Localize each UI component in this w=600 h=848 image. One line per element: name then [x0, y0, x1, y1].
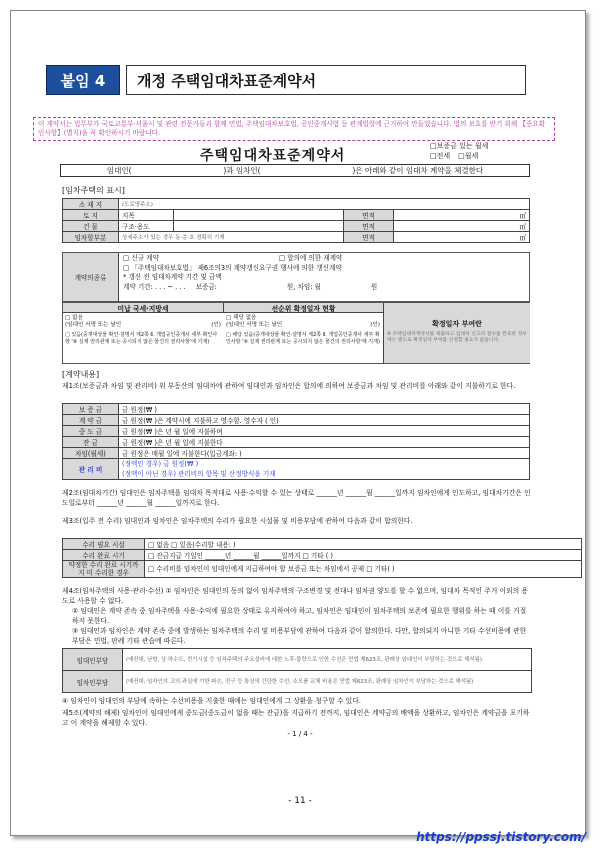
- article-4-1: 제4조(임차주택의 사용·관리·수선) ① 임차인은 임대인의 동의 없이 임차주택의 구조변경 및 전대나 임차권 양도를 할 수 없으며, 임대차 목적인 주거 이외의 용도로 사용할 수 없다.: [62, 587, 528, 605]
- payment-table: [62, 403, 530, 480]
- option-renewal-right: □ 「주택임대차보호법」 제6조의3의 계약갱신요구권 행사에 의한 갱신계약: [123, 263, 342, 272]
- section-property-title: [임차주택의 표시]: [62, 186, 125, 195]
- table-row: [63, 459, 530, 480]
- intro-statement: )은 아래와 같이 임대차 계약을 체결한다: [352, 166, 484, 175]
- article-4-2: ② 임대인은 계약 존속 중 임차주택을 사용·수익에 필요한 상태로 유지하여야 하고, 임차인은 임대인이 임차주택의 보존에 필요한 행위를 하는 때 이를 거절하지 못한다.: [72, 607, 527, 625]
- option-new-contract: □ 신규 계약: [123, 254, 159, 262]
- repair-table: [62, 538, 582, 578]
- contract-kind-options: □ 신규 계약 □ 합의에 의한 재계약 □ 「주택임대차보호법」 제6조의3의 계약갱신요구권 행사에 의한 갱신계약 * 갱신 전 임대차계약 기간 및 금액 계약 기간: . . . ~ . . . 보증금: 원, 차임: 월 원: [123, 254, 378, 291]
- fixed-date-header: 확정일자 부여란: [432, 320, 482, 328]
- inner-page-number: - 1 / 4 -: [287, 730, 313, 738]
- blog-url-watermark[interactable]: https://ppssj.tistory.com/: [416, 830, 586, 844]
- table-row: 차임(월세) 금 원정은 매월 일에 지불한다(입금계좌: ): [63, 448, 530, 459]
- table-row: 잔 금 금 원정(₩ )은 년 월 일에 지불한다: [63, 437, 530, 448]
- article-4-4: ④ 임차인이 임대인의 부담에 속하는 수선비용을 지출한 때에는 임대인에게 그 상환을 청구할 수 있다.: [62, 697, 361, 705]
- management-fee-label: 관 리 비: [63, 459, 119, 480]
- intro-line: [60, 164, 530, 177]
- table-row: 소 재 지 (도로명주소): [63, 199, 530, 210]
- type-jeonse: □전세: [430, 152, 451, 160]
- appendix-badge: 붙임 4: [46, 65, 120, 95]
- table-row: 임차할부분 상세주소가 있는 경우 동·층·호 정확히 기재 면적 ㎡: [63, 232, 530, 243]
- table-row: 임대인부담 (예컨대, 난방, 상·하수도, 전기시설 등 임차주택의 주요설비에 대한 노후·불량으로 인한 수선은 민법 제623조, 판례상 임대인이 부담하는 것으로 해석됨): [63, 649, 532, 671]
- management-fee-cell: (정액인 경우) 금 원정(₩ ) (정액이 아닌 경우) 관리비의 항목 및 산정방식을 기재: [119, 459, 530, 480]
- appendix-header: [46, 65, 526, 95]
- fixed-date-area: [383, 303, 530, 363]
- table-row: 중 도 금 금 원정(₩ )은 년 월 일에 지불하며: [63, 426, 530, 437]
- tax-priority-box: [62, 302, 530, 364]
- table-row: 보 증 금 금 원정(₩ ): [63, 404, 530, 415]
- table-row: 토 지 지목 면적 ㎡: [63, 210, 530, 221]
- article-2: 제2조(임대차기간) 임대인은 임차주택을 임대차 목적대로 사용·수익할 수 있는 상태로 ______년 ______월 ______일까지 임차인에게 인도하고, 임대차기간은 인도일로부터 ______년 ______월 ______일까지로 한다.: [62, 489, 531, 507]
- table-row: 계 약 금 금 원정(₩ )은 계약시에 지불하고 영수함. 영수자 ( 인): [63, 415, 530, 426]
- table-row: 임차인부담 (예컨대, 임차인의 고의·과실에 기한 파손, 전구 등 통상의 간단한 수선, 소모품 교체 비용은 민법 제623조, 판례상 임차인이 부담하는 것으로 해석됨): [63, 671, 532, 693]
- table-row: 수리 완료 시기 □ 잔금지급 기일인 ______년 ______월 ______일까지 □ 기타 ( ): [63, 550, 582, 561]
- table-row: 건 물 구조·용도 면적 ㎡: [63, 221, 530, 232]
- article-3: 제3조(입주 전 수리) 임대인과 임차인은 임차주택의 수리가 필요한 시설물 및 비용부담에 관하여 다음과 같이 합의한다.: [62, 517, 413, 525]
- prior-fixed-date-header: 선순위 확정일자 현황: [223, 303, 383, 313]
- type-deposit-monthly: □보증금 있는 월세: [430, 142, 489, 150]
- contract-kind-box: [62, 252, 530, 302]
- outer-page-number: - 11 -: [288, 796, 312, 806]
- intro-lessor: 임대인(: [106, 166, 132, 175]
- article-5: 제5조(계약의 해제) 임차인이 임대인에게 중도금(중도금이 없을 때는 잔금)을 지급하기 전까지, 임대인은 계약금의 배액을 상환하고, 임차인은 계약금을 포기하고 이 계약을 해제할 수 있다.: [62, 709, 530, 727]
- notice-box: 이 계약서는 법무부가 국토교통부·서울시 및 관련 전문가들과 함께 민법, 주택임대차보호법, 공인중개사법 등 관계법령에 근거하여 만들었습니다. 법의 보호를 받기 위해 【중요확인사항】(별지)을 꼭 확인하시기 바랍니다.: [33, 117, 555, 141]
- contract-types: [430, 141, 488, 161]
- article-4-3: ③ 임대인과 임차인은 계약 존속 중에 발생하는 임차주택의 수리 및 비용부담에 관하여 다음과 같이 합의한다. 다만, 합의되지 아니한 기타 수선비용에 관한 부담은 민법, 판례 기타 관습에 따른다.: [72, 627, 527, 645]
- fixed-date-note: ※ 주택임대차계약서를 제출하고 임대차 신고의 접수를 완료한 경우에는 별도로 확정일자 부여를 신청할 필요가 없습니다.: [387, 332, 527, 343]
- unpaid-tax-header: 미납 국세·지방세: [63, 303, 223, 313]
- prior-fixed-date-options: □ 해당 없음 (임대인 서명 또는 날인 (인) □ 해당 있음(중개대상물 확인·설명서 제2쪽 Ⅱ. 개업공인중개사 세부 확인사항 '⑨ 실제 권리관계 또는 공시되지 않은 물건의 권리사항'에 기재): [226, 315, 380, 345]
- option-renewal-agreement: □ 합의에 의한 재계약: [278, 254, 343, 262]
- unpaid-tax-options: □ 없음 (임대인 서명 또는 날인 (인) □ 있음(중개대상물 확인·설명서 제2쪽 Ⅱ. 개업공인중개사 세부 확인사항 '⑨ 실제 권리관계 또는 공시되지 않은 물건의 권리사항'에 기재): [65, 315, 221, 345]
- type-monthly: □월세: [458, 152, 479, 160]
- document-title: 주택임대차표준계약서: [200, 148, 346, 164]
- section-contract-title: [계약내용]: [62, 370, 100, 379]
- intro-lessee: )과 임차인(: [223, 166, 261, 175]
- article-1: 제1조(보증금과 차임 및 관리비) 위 부동산의 임대차에 관하여 임대인과 임차인은 합의에 의하여 보증금과 차임 및 관리비를 아래와 같이 지불하기로 한다.: [62, 382, 516, 390]
- table-row: 수리 필요 시설 □ 없음 □ 있음(수리할 내용: ): [63, 539, 582, 550]
- appendix-title: 개정 주택임대차표준계약서: [126, 65, 526, 95]
- property-table: [62, 198, 530, 243]
- table-row: 약정한 수리 완료 시기까지 미 수리한 경우 □ 수리비를 임차인이 임대인에게 지급하여야 할 보증금 또는 차임에서 공제 □ 기타( ): [63, 561, 582, 578]
- contract-kind-label: 계약의종류: [63, 253, 119, 301]
- previous-terms-note: * 갱신 전 임대차계약 기간 및 금액: [123, 273, 222, 281]
- repair-burden-table: [62, 648, 532, 693]
